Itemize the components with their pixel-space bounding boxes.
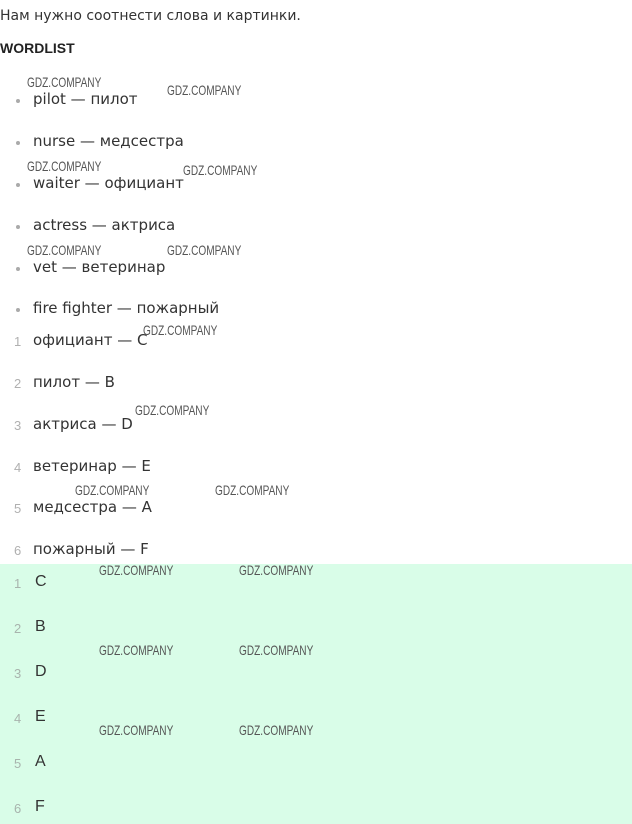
bullet-icon bbox=[16, 225, 20, 229]
answer-number: 1 bbox=[14, 576, 22, 591]
match-text: официант — C bbox=[33, 331, 148, 349]
answer-letter: B bbox=[35, 618, 46, 635]
match-number: 1 bbox=[14, 334, 22, 349]
watermark: GDZ.COMPANY bbox=[27, 158, 102, 174]
bullet-icon bbox=[16, 308, 20, 312]
bullet-icon bbox=[16, 99, 20, 103]
answer-number: 4 bbox=[14, 711, 22, 726]
wordlist-item-text: pilot — пилот bbox=[33, 90, 138, 108]
match-number: 6 bbox=[14, 543, 22, 558]
intro-text: Нам нужно соотнести слова и картинки. bbox=[0, 8, 301, 24]
answer-letter: E bbox=[35, 708, 46, 725]
answer-number: 6 bbox=[14, 801, 22, 816]
wordlist-item-text: actress — актриса bbox=[33, 216, 176, 234]
match-number: 4 bbox=[14, 460, 22, 475]
bullet-icon bbox=[16, 267, 20, 271]
wordlist-item-text: vet — ветеринар bbox=[33, 258, 166, 276]
answer-letter: C bbox=[35, 573, 47, 590]
watermark: GDZ.COMPANY bbox=[99, 642, 174, 658]
match-number: 2 bbox=[14, 376, 22, 391]
bullet-icon bbox=[16, 183, 20, 187]
answer-number: 2 bbox=[14, 621, 22, 636]
wordlist-item-text: nurse — медсестра bbox=[33, 132, 184, 150]
match-number: 5 bbox=[14, 501, 22, 516]
answer-letter: D bbox=[35, 663, 47, 680]
match-text: пилот — B bbox=[33, 373, 115, 391]
watermark: GDZ.COMPANY bbox=[167, 82, 242, 98]
watermark: GDZ.COMPANY bbox=[143, 322, 218, 338]
watermark: GDZ.COMPANY bbox=[27, 242, 102, 258]
match-text: актриса — D bbox=[33, 415, 133, 433]
answer-letter: A bbox=[35, 753, 46, 770]
match-text: ветеринар — E bbox=[33, 457, 151, 475]
watermark: GDZ.COMPANY bbox=[27, 74, 102, 90]
watermark: GDZ.COMPANY bbox=[135, 402, 210, 418]
wordlist-item-text: fire fighter — пожарный bbox=[33, 299, 220, 317]
answer-number: 5 bbox=[14, 756, 22, 771]
watermark: GDZ.COMPANY bbox=[183, 162, 258, 178]
watermark: GDZ.COMPANY bbox=[215, 482, 290, 498]
watermark: GDZ.COMPANY bbox=[239, 642, 314, 658]
answer-number: 3 bbox=[14, 666, 22, 681]
wordlist-heading: WORDLIST bbox=[0, 40, 75, 56]
watermark: GDZ.COMPANY bbox=[99, 722, 174, 738]
answer-letter: F bbox=[35, 798, 45, 815]
watermark: GDZ.COMPANY bbox=[167, 242, 242, 258]
watermark: GDZ.COMPANY bbox=[75, 482, 150, 498]
watermark: GDZ.COMPANY bbox=[239, 722, 314, 738]
watermark: GDZ.COMPANY bbox=[99, 562, 174, 578]
watermark: GDZ.COMPANY bbox=[239, 562, 314, 578]
wordlist-item-text: waiter — официант bbox=[33, 174, 184, 192]
bullet-icon bbox=[16, 141, 20, 145]
match-number: 3 bbox=[14, 418, 22, 433]
answer-panel bbox=[0, 564, 632, 824]
match-text: пожарный — F bbox=[33, 540, 149, 558]
match-text: медсестра — A bbox=[33, 498, 152, 516]
